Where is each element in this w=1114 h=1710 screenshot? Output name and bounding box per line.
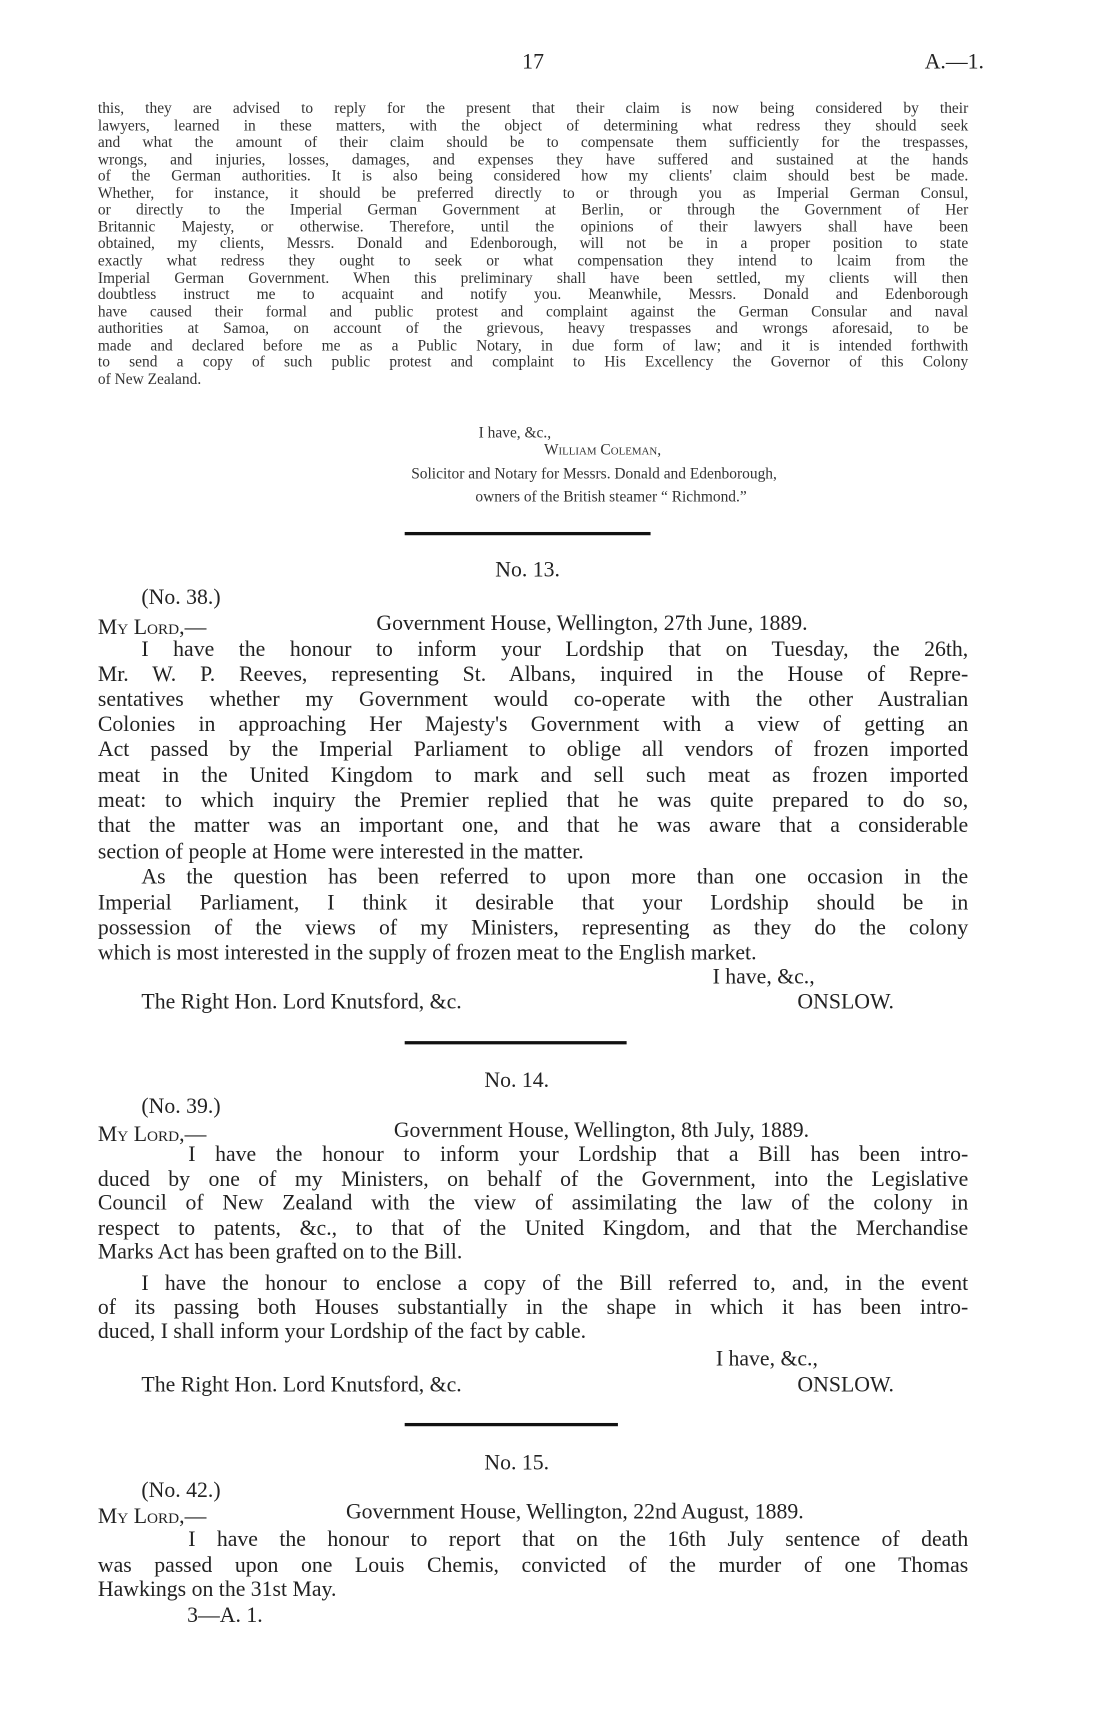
addressee: The Right Hon. Lord Knutsford, &c. bbox=[141, 1372, 462, 1397]
paragraph-line: obtained, my clients, Messrs. Donald and Edenborough, will not be in a proper position to state bbox=[97, 235, 969, 253]
letter-number: No. 14. bbox=[484, 1068, 550, 1093]
addressee: The Right Hon. Lord Knutsford, &c. bbox=[141, 989, 462, 1014]
page-reference: A.—1. bbox=[924, 50, 984, 74]
paragraph-line: was passed upon one Louis Chemis, convicted of the murder of one Thomas bbox=[97, 1553, 969, 1578]
paragraph-line: and what the amount of their claim should be to compensate them sufficiently for the trespasses, bbox=[97, 133, 969, 152]
signatory-name: William Coleman, bbox=[543, 441, 662, 460]
paragraph-line: this, they are advised to reply for the present that their claim is now being considered by their bbox=[97, 100, 969, 118]
paragraph-line: Hawkings on the 31st May. bbox=[97, 1577, 337, 1602]
paragraph-line: exactly what redress they ought to seek or what compensation they intend to lcaim from the bbox=[97, 252, 969, 270]
section-divider bbox=[405, 1041, 627, 1044]
signatory: ONSLOW. bbox=[797, 1372, 894, 1397]
signatory-title: Solicitor and Notary for Messrs. Donald and Edenborough, bbox=[411, 465, 777, 484]
paragraph-line: As the question has been referred to upon more than one occasion in the bbox=[141, 864, 969, 889]
paragraph-line: lawyers, learned in these matters, with the object of determining what redress they should seek bbox=[97, 116, 969, 135]
paragraph-line: sentatives whether my Government would co-operate with the other Australian bbox=[97, 687, 969, 712]
paragraph-line: Whether, for instance, it should be preferred directly to or through you as Imperial German Consul, bbox=[97, 184, 969, 203]
letter-address-date: Government House, Wellington, 27th June, 1889. bbox=[376, 611, 808, 636]
closing: I have, &c., bbox=[712, 964, 815, 989]
signatory: ONSLOW. bbox=[797, 989, 894, 1014]
letter-address-date: Government House, Wellington, 22nd August, 1889. bbox=[345, 1500, 804, 1525]
paragraph-line: I have the honour to inform your Lordship that a Bill has been intro- bbox=[188, 1142, 969, 1167]
closing: I have, &c., bbox=[715, 1346, 818, 1371]
letter-reference: (No. 38.) bbox=[141, 585, 221, 610]
paragraph-line: to send a copy of such public protest and complaint to His Excellency the Governor of this Colony bbox=[97, 353, 969, 372]
salutation: My Lord,— bbox=[97, 1122, 207, 1147]
paragraph-line: I have the honour to enclose a copy of the Bill referred to, and, in the event bbox=[141, 1271, 969, 1296]
paragraph-line: of New Zealand. bbox=[97, 370, 202, 389]
paragraph-line: that the matter was an important one, and that he was aware that a considerable bbox=[97, 813, 969, 838]
paragraph-line: Imperial German Government. When this preliminary shall have been settled, my clients will then bbox=[97, 269, 969, 287]
paragraph-line: duced, I shall inform your Lordship of the fact by cable. bbox=[97, 1319, 587, 1344]
paragraph-line: respect to patents, &c., to that of the United Kingdom, and that the Merchandise bbox=[97, 1216, 969, 1241]
paragraph-line: duced by one of my Ministers, on behalf of the Government, into the Legislative bbox=[97, 1167, 969, 1192]
signature-mark: 3—A. 1. bbox=[187, 1603, 263, 1628]
paragraph-line: Britannic Majesty, or otherwise. Therefore, until the opinions of their lawyers shall have been bbox=[97, 218, 969, 236]
letter-reference: (No. 42.) bbox=[141, 1478, 221, 1503]
paragraph-line: made and declared before me as a Public Notary, in due form of law; and it is intended forthwith bbox=[97, 336, 969, 355]
paragraph-line: meat: to which inquiry the Premier replied that he was quite prepared to do so, bbox=[97, 788, 969, 813]
paragraph-line: Marks Act has been grafted on to the Bill. bbox=[97, 1240, 463, 1265]
paragraph-line: wrongs, and injuries, losses, damages, and expenses they have suffered and sustained at the hands bbox=[97, 150, 969, 169]
signatory-title: owners of the British steamer “ Richmond.” bbox=[475, 488, 747, 506]
paragraph-line: Mr. W. P. Reeves, representing St. Albans, inquired in the House of Repre- bbox=[97, 662, 969, 687]
paragraph-line: of the German authorities. It is also being considered how my clients' claim should best be made. bbox=[97, 167, 969, 186]
paragraph-line: meat in the United Kingdom to mark and sell such meat as frozen imported bbox=[97, 763, 969, 788]
closing: I have, &c., bbox=[478, 424, 552, 442]
paragraph-line: of its passing both Houses substantially in the shape in which it has been intro- bbox=[97, 1295, 969, 1320]
paragraph-line: Colonies in approaching Her Majesty's Government with a view of getting an bbox=[97, 712, 969, 737]
paragraph-line: have caused their formal and public protest and complaint against the German Consular and naval bbox=[97, 303, 969, 321]
section-divider bbox=[405, 1422, 618, 1425]
letter-reference: (No. 39.) bbox=[141, 1094, 221, 1119]
letter-number: No. 13. bbox=[495, 558, 560, 583]
salutation: My Lord,— bbox=[97, 615, 207, 640]
paragraph-line: or directly to the Imperial German Government at Berlin, or through the Government of Her bbox=[97, 201, 969, 219]
paragraph-line: possession of the views of my Ministers, representing as they do the colony bbox=[97, 916, 969, 940]
paragraph-line: Council of New Zealand with the view of assimilating the law of the colony in bbox=[97, 1191, 969, 1216]
page-number: 17 bbox=[522, 50, 544, 74]
paragraph-line: doubtless instruct me to acquaint and notify you. Meanwhile, Messrs. Donald and Edenborough bbox=[97, 286, 969, 304]
paragraph-line: section of people at Home were interested in the matter. bbox=[97, 839, 584, 864]
letter-number: No. 15. bbox=[484, 1451, 550, 1476]
paragraph-line: I have the honour to report that on the 16th July sentence of death bbox=[188, 1527, 969, 1552]
paragraph-line: Act passed by the Imperial Parliament to oblige all vendors of frozen imported bbox=[97, 737, 969, 762]
letter-address-date: Government House, Wellington, 8th July, 1889. bbox=[393, 1118, 810, 1143]
section-divider bbox=[405, 531, 651, 534]
paragraph-line: I have the honour to inform your Lordship that on Tuesday, the 26th, bbox=[141, 637, 969, 662]
paragraph-line: which is most interested in the supply of frozen meat to the English market. bbox=[97, 941, 757, 965]
paragraph-line: authorities at Samoa, on account of the grievous, heavy trespasses and wrongs aforesaid, to be bbox=[97, 319, 969, 338]
salutation: My Lord,— bbox=[97, 1504, 207, 1529]
paragraph-line: Imperial Parliament, I think it desirable that your Lordship should be in bbox=[97, 890, 969, 915]
